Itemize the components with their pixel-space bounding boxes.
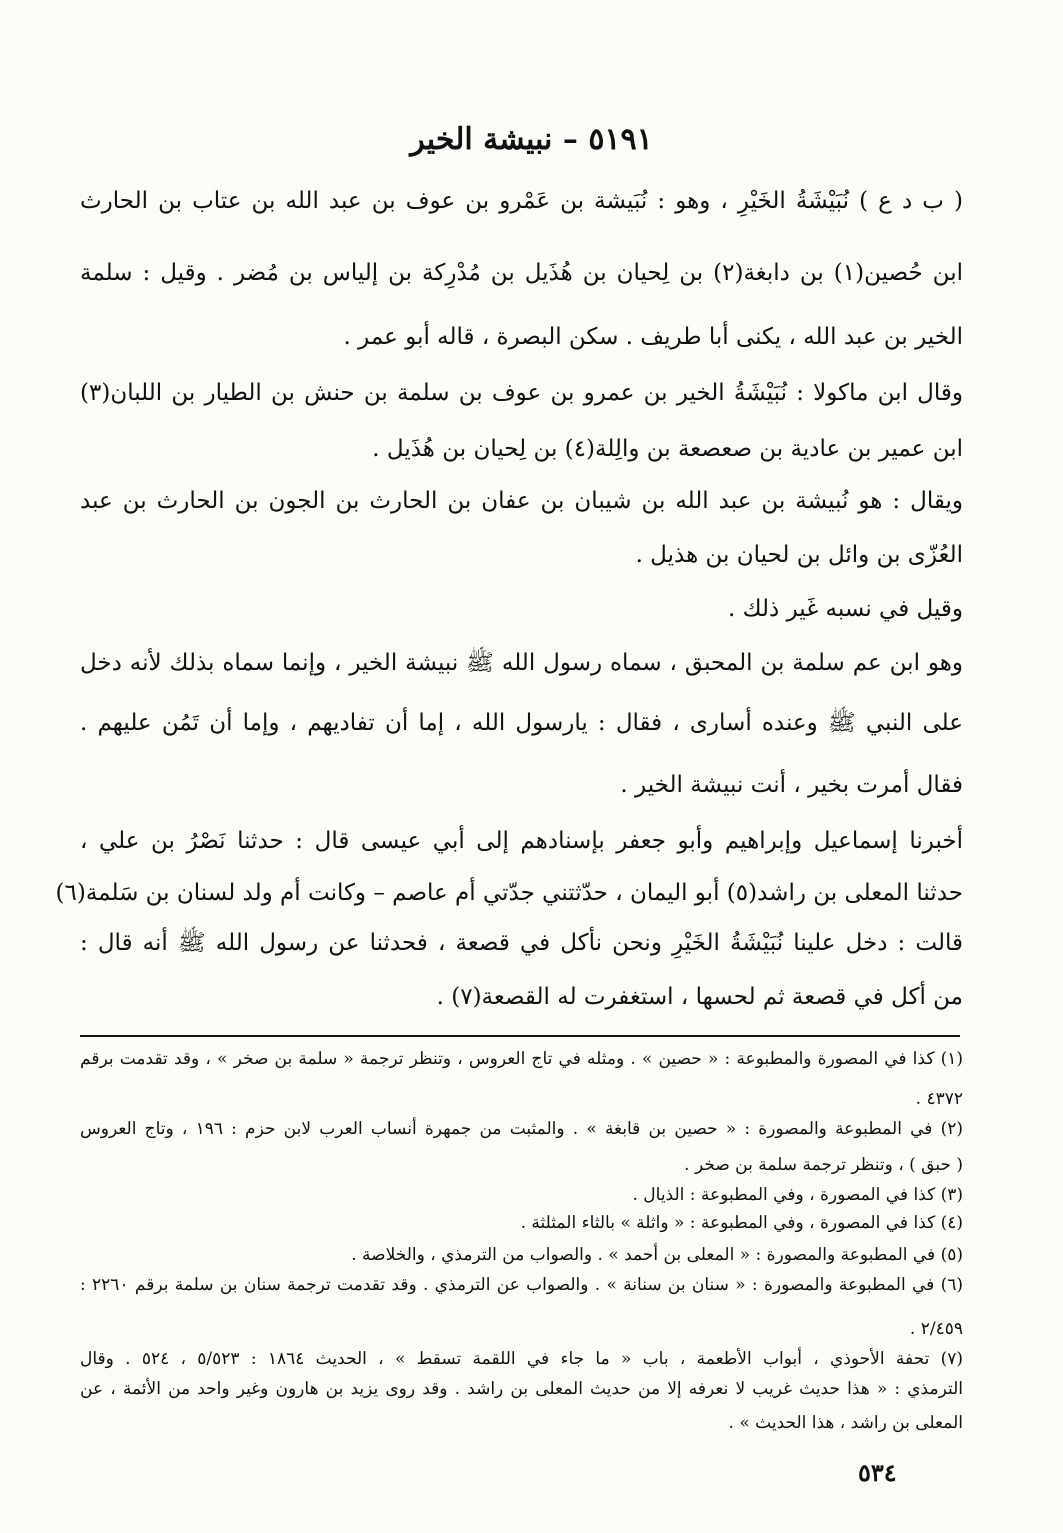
page-number: ٥٣٤ — [858, 1458, 897, 1487]
footnote-line: (٤) كذا في المصورة ، وفي المطبوعة : « واثلة » بالثاء المثلثة . — [520, 1213, 963, 1233]
footnote-line: (١) كذا في المصورة والمطبوعة : « حصين » . ومثله في تاج العروس ، وتنظر ترجمة « سلمة بن صخر » ، وقد تقدمت برقم — [80, 1049, 963, 1069]
footnote-line: ٢/٤٥٩ . — [909, 1319, 963, 1339]
footnote-divider — [80, 1035, 960, 1037]
footnote-line: المعلى بن راشد ، هذا الحديث » . — [728, 1413, 963, 1433]
footnote-line: (٢) في المطبوعة والمصورة : « حصين بن قابغة » . والمثبت من جمهرة أنساب العرب لابن حزم : ١٩٦ ، وتاج العروس — [80, 1119, 963, 1139]
body-line: ابن عمير بن عادية بن صعصعة بن والِلة(٤) بن لِحيان بن هُذَيل . — [372, 436, 963, 462]
body-line: وقيل في نسبه غَير ذلك . — [728, 596, 963, 622]
body-line: أخبرنا إسماعيل وإبراهيم وأبو جعفر بإسنادهم إلى أبي عيسى قال : حدثنا نَصْرُ بن علي ، — [80, 828, 963, 854]
body-line: ابن حُصين(١) بن دابغة(٢) بن لِحيان بن هُذَيل بن مُدْرِكة بن إلياس بن مُضر . وقيل : سلمة — [80, 260, 963, 286]
footnote-line: (٣) كذا في المصورة ، وفي المطبوعة : الذيال . — [632, 1185, 963, 1205]
footnote-line: (٦) في المطبوعة والمصورة : « سنان بن سنانة » . والصواب عن الترمذي . وقد تقدمت ترجمة سنان بن سلمة برقم ٢٢٦٠ : — [80, 1275, 963, 1295]
body-line: قالت : دخل علينا نُبَيْشَةُ الخَيْرِ ونحن نأكل في قصعة ، فحدثنا عن رسول الله ﷺ أنه قال : — [80, 930, 963, 956]
body-line: حدثنا المعلى بن راشد(٥) أبو اليمان ، حدّثتني جدّتي أم عاصم – وكانت أم ولد لسنان بن سَلمة(٦) — [55, 880, 963, 906]
body-line: الخير بن عبد الله ، يكنى أبا طريف . سكن البصرة ، قاله أبو عمر . — [343, 324, 963, 350]
footnote-line: (٧) تحفة الأحوذي ، أبواب الأطعمة ، باب « ما جاء في اللقمة تسقط » ، الحديث ١٨٦٤ : ٥/٥٢٣ ، ٥٢٤ . وقال — [80, 1349, 963, 1369]
body-line: على النبي ﷺ وعنده أسارى ، فقال : يارسول الله ، إما أن تفاديهم ، وإما أن تَمُن عليهم . — [80, 710, 963, 736]
body-line: من أكل في قصعة ثم لحسها ، استغفرت له القصعة(٧) . — [436, 984, 963, 1010]
footnote-line: ( حبق ) ، وتنظر ترجمة سلمة بن صخر . — [684, 1155, 963, 1175]
body-line: ويقال : هو نُبيشة بن عبد الله بن شيبان بن عفان بن الحارث بن الجون بن الحارث بن عبد — [80, 488, 963, 514]
body-line: وقال ابن ماكولا : نُبَيْشَةُ الخير بن عمرو بن عوف بن سلمة بن حنش بن الطيار بن اللبان(٣) — [80, 380, 963, 406]
entry-heading: ٥١٩١ – نبيشة الخير — [410, 122, 653, 157]
body-line: فقال أمرت بخير ، أنت نبيشة الخير . — [620, 772, 963, 798]
footnote-line: (٥) في المطبوعة والمصورة : « المعلى بن أحمد » . والصواب من الترمذي ، والخلاصة . — [351, 1245, 963, 1265]
footnote-line: الترمذي : « هذا حديث غريب لا نعرفه إلا من حديث المعلى بن راشد . وقد روى يزيد بن هارون وغير واحد من الأئمة ، عن — [80, 1379, 963, 1399]
body-line: العُزّى بن وائل بن لحيان بن هذيل . — [635, 542, 963, 568]
body-line: وهو ابن عم سلمة بن المحبق ، سماه رسول الله ﷺ نبيشة الخير ، وإنما سماه بذلك لأنه دخل — [80, 650, 963, 676]
body-line: ( ب د ع ) نُبَيْشَةُ الخَيْرِ ، وهو : نُبَيشة بن عَمْرو بن عوف بن عبد الله بن عتاب بن الحارث — [80, 188, 963, 214]
footnote-line: ٤٣٧٢ . — [915, 1089, 963, 1109]
